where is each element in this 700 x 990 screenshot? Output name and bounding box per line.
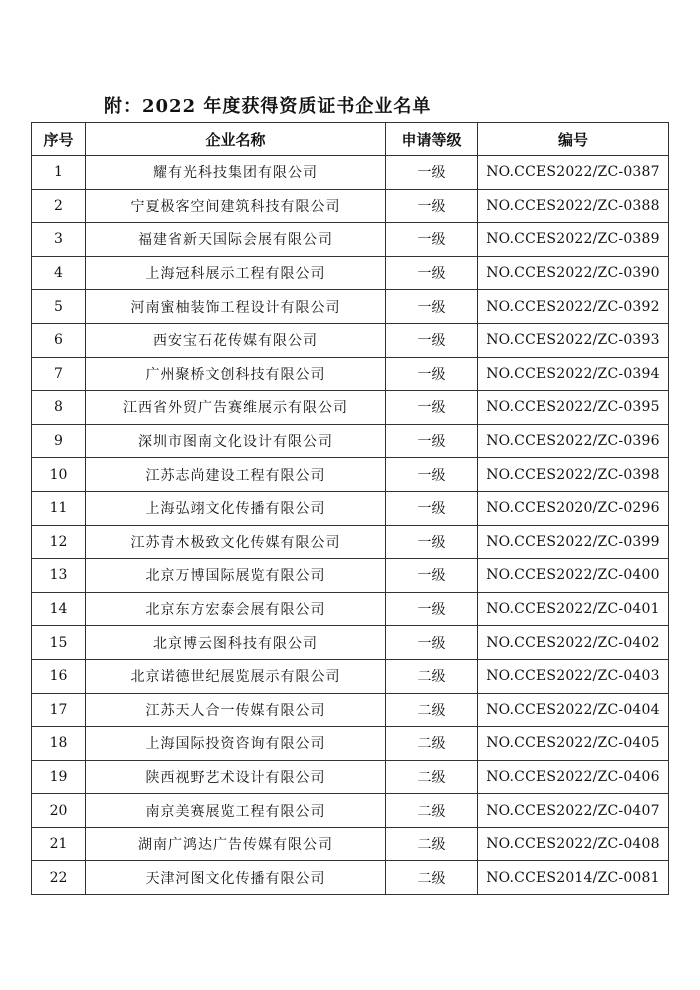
table-row — [32, 760, 669, 794]
cell-company-name: 北京博云图科技有限公司 — [86, 626, 386, 660]
cell-company-name: 陕西视野艺术设计有限公司 — [86, 760, 386, 794]
table-row — [32, 424, 669, 458]
cell-level: 二级 — [386, 794, 478, 828]
cell-code: NO.CCES2022/ZC-0408 — [478, 827, 669, 861]
table-row — [32, 592, 669, 626]
cell-code: NO.CCES2022/ZC-0407 — [478, 794, 669, 828]
cell-level: 二级 — [386, 727, 478, 761]
cell-code: NO.CCES2022/ZC-0402 — [478, 626, 669, 660]
cell-company-name: 深圳市图南文化设计有限公司 — [86, 424, 386, 458]
cell-company-name: 北京东方宏泰会展有限公司 — [86, 592, 386, 626]
cell-company-name: 北京万博国际展览有限公司 — [86, 559, 386, 593]
cell-code: NO.CCES2022/ZC-0399 — [478, 525, 669, 559]
cell-serial: 17 — [32, 693, 86, 727]
page-title: 附：2022 年度获得资质证书企业名单 — [104, 96, 432, 117]
table-row — [32, 290, 669, 324]
table-row — [32, 693, 669, 727]
cell-level: 二级 — [386, 861, 478, 895]
cell-level: 一级 — [386, 491, 478, 525]
cell-level: 一级 — [386, 156, 478, 190]
table-row — [32, 458, 669, 492]
cell-level: 一级 — [386, 559, 478, 593]
cell-serial: 6 — [32, 323, 86, 357]
cell-level: 二级 — [386, 827, 478, 861]
header-company-name: 企业名称 — [86, 123, 386, 156]
cell-serial: 9 — [32, 424, 86, 458]
table-row — [32, 323, 669, 357]
table-row — [32, 256, 669, 290]
cell-code: NO.CCES2022/ZC-0390 — [478, 256, 669, 290]
cell-company-name: 上海国际投资咨询有限公司 — [86, 727, 386, 761]
cell-company-name: 江苏志尚建设工程有限公司 — [86, 458, 386, 492]
table-row — [32, 794, 669, 828]
cell-code: NO.CCES2022/ZC-0396 — [478, 424, 669, 458]
table-row — [32, 391, 669, 425]
cell-code: NO.CCES2022/ZC-0392 — [478, 290, 669, 324]
cell-serial: 18 — [32, 727, 86, 761]
cell-code: NO.CCES2022/ZC-0401 — [478, 592, 669, 626]
cell-company-name: 上海弘翊文化传播有限公司 — [86, 491, 386, 525]
cell-code: NO.CCES2022/ZC-0387 — [478, 156, 669, 190]
cell-company-name: 上海冠科展示工程有限公司 — [86, 256, 386, 290]
cell-code: NO.CCES2022/ZC-0395 — [478, 391, 669, 425]
cell-code: NO.CCES2022/ZC-0393 — [478, 323, 669, 357]
cell-level: 一级 — [386, 626, 478, 660]
cell-company-name: 广州聚桥文创科技有限公司 — [86, 357, 386, 391]
cell-serial: 22 — [32, 861, 86, 895]
header-code: 编号 — [478, 123, 669, 156]
table-row — [32, 659, 669, 693]
cell-level: 二级 — [386, 760, 478, 794]
cell-level: 一级 — [386, 323, 478, 357]
table-row — [32, 727, 669, 761]
header-serial: 序号 — [32, 123, 86, 156]
cell-code: NO.CCES2022/ZC-0398 — [478, 458, 669, 492]
table-row — [32, 861, 669, 895]
cell-code: NO.CCES2022/ZC-0405 — [478, 727, 669, 761]
cell-company-name: 天津河图文化传播有限公司 — [86, 861, 386, 895]
cell-company-name: 西安宝石花传媒有限公司 — [86, 323, 386, 357]
table-header-row — [32, 123, 669, 156]
company-table — [31, 122, 669, 895]
cell-code: NO.CCES2022/ZC-0406 — [478, 760, 669, 794]
cell-company-name: 河南蜜柚装饰工程设计有限公司 — [86, 290, 386, 324]
cell-serial: 2 — [32, 189, 86, 223]
cell-serial: 3 — [32, 223, 86, 257]
cell-company-name: 南京美赛展览工程有限公司 — [86, 794, 386, 828]
table-row — [32, 626, 669, 660]
cell-code: NO.CCES2014/ZC-0081 — [478, 861, 669, 895]
cell-serial: 4 — [32, 256, 86, 290]
cell-serial: 14 — [32, 592, 86, 626]
cell-company-name: 北京诺德世纪展览展示有限公司 — [86, 659, 386, 693]
cell-level: 一级 — [386, 424, 478, 458]
cell-level: 一级 — [386, 592, 478, 626]
cell-level: 一级 — [386, 290, 478, 324]
cell-serial: 7 — [32, 357, 86, 391]
table-row — [32, 189, 669, 223]
cell-serial: 15 — [32, 626, 86, 660]
cell-company-name: 江苏天人合一传媒有限公司 — [86, 693, 386, 727]
table-row — [32, 559, 669, 593]
cell-company-name: 江西省外贸广告赛维展示有限公司 — [86, 391, 386, 425]
cell-level: 二级 — [386, 693, 478, 727]
cell-level: 一级 — [386, 458, 478, 492]
cell-code: NO.CCES2022/ZC-0389 — [478, 223, 669, 257]
cell-code: NO.CCES2022/ZC-0403 — [478, 659, 669, 693]
table-row — [32, 827, 669, 861]
cell-serial: 13 — [32, 559, 86, 593]
cell-serial: 1 — [32, 156, 86, 190]
cell-company-name: 江苏青木极致文化传媒有限公司 — [86, 525, 386, 559]
table-row — [32, 223, 669, 257]
table-row — [32, 491, 669, 525]
table-row — [32, 525, 669, 559]
cell-serial: 12 — [32, 525, 86, 559]
cell-serial: 8 — [32, 391, 86, 425]
cell-company-name: 耀有光科技集团有限公司 — [86, 156, 386, 190]
header-level: 申请等级 — [386, 123, 478, 156]
cell-level: 二级 — [386, 659, 478, 693]
cell-serial: 5 — [32, 290, 86, 324]
cell-serial: 19 — [32, 760, 86, 794]
cell-serial: 20 — [32, 794, 86, 828]
cell-level: 一级 — [386, 525, 478, 559]
cell-company-name: 湖南广鸿达广告传媒有限公司 — [86, 827, 386, 861]
cell-company-name: 宁夏极客空间建筑科技有限公司 — [86, 189, 386, 223]
cell-code: NO.CCES2022/ZC-0388 — [478, 189, 669, 223]
cell-level: 一级 — [386, 391, 478, 425]
table-row — [32, 357, 669, 391]
cell-code: NO.CCES2022/ZC-0394 — [478, 357, 669, 391]
cell-level: 一级 — [386, 189, 478, 223]
cell-serial: 16 — [32, 659, 86, 693]
table-row — [32, 156, 669, 190]
cell-level: 一级 — [386, 357, 478, 391]
cell-code: NO.CCES2022/ZC-0400 — [478, 559, 669, 593]
cell-serial: 11 — [32, 491, 86, 525]
cell-serial: 21 — [32, 827, 86, 861]
cell-serial: 10 — [32, 458, 86, 492]
cell-code: NO.CCES2020/ZC-0296 — [478, 491, 669, 525]
cell-code: NO.CCES2022/ZC-0404 — [478, 693, 669, 727]
cell-company-name: 福建省新天国际会展有限公司 — [86, 223, 386, 257]
cell-level: 一级 — [386, 223, 478, 257]
cell-level: 一级 — [386, 256, 478, 290]
